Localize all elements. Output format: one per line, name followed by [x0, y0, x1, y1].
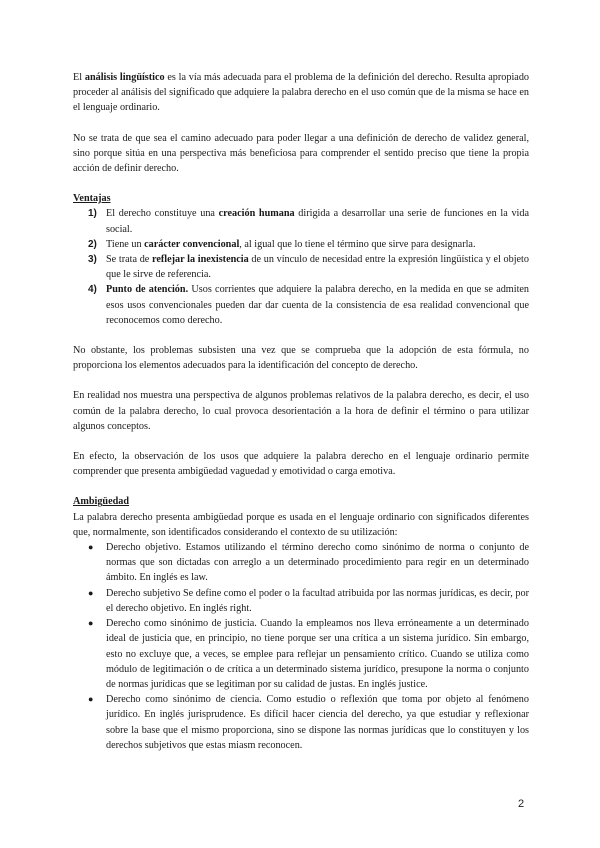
paragraph-5: En efecto, la observación de los usos que adquiere la palabra derecho en el lenguaje ordinario permite comprender que presenta ambigüedad vaguedad y emotividad o carga emotiva.	[73, 451, 529, 478]
ventajas-list	[73, 206, 529, 328]
page-number: 2	[518, 798, 525, 810]
ambiguedad-list	[73, 540, 529, 753]
bold-term: análisis lingüístico	[84, 72, 165, 83]
list-item: ● Derecho subjetivo Se define como el poder o la facultad atribuida por las normas jurídicas, es decir, por el derecho objetivo. En inglés right.	[88, 587, 529, 614]
heading-ventajas: Ventajas	[73, 193, 111, 205]
paragraph-3: No obstante, los problemas subsisten una vez que se comprueba que la adopción de esta fórmula, no proporciona los elementos adecuados para la identificación del concepto de derecho.	[73, 345, 529, 372]
list-item: 1) El derecho constituye una creación humana dirigida a desarrollar una serie de funciones en la vida social.	[88, 208, 529, 235]
bullet-icon: ●	[88, 618, 94, 629]
list-item: ● Derecho como sinónimo de ciencia. Como estudio o reflexión que toma por objeto al fenómeno jurídico. En inglés jurisprudence. Es difícil hacer ciencia del derecho, ya que estudiar y reflexionar sobre la base que el mismo proporciona, sino se dispone las normas jurídicas que lo constituyen y los derechos subjetivos que estas miasm reconocen.	[88, 694, 529, 751]
list-item: ● Derecho objetivo. Estamos utilizando el término derecho como sinónimo de norma o conjunto de normas que son dictadas con arreglo a un determinado procedimiento para regir en un determinado ámbito. En inglés es law.	[88, 542, 529, 584]
list-item: 3) Se trata de reflejar la inexistencia de un vínculo de necesidad entre la expresión lingüística y el objeto que le sirve de referencia.	[88, 254, 529, 281]
bullet-icon: ●	[88, 694, 94, 705]
heading-ambiguedad: Ambigüedad	[73, 496, 130, 508]
document-page	[73, 70, 529, 753]
bullet-icon: ●	[88, 542, 94, 553]
bullet-icon: ●	[88, 587, 94, 598]
paragraph-2: No se trata de que sea el camino adecuado para poder llegar a una definición de derecho de validez general, sino porque sitúa en una perspectiva más beneficiosa para comprender el sentido preciso que tiene la propia acción de definir derecho.	[73, 132, 529, 175]
list-item: 2) Tiene un carácter convencional, al igual que lo tiene el término que sirve para designarla.	[88, 238, 476, 250]
list-item: ● Derecho como sinónimo de justicia. Cuando la empleamos nos lleva erróneamente a un determinado ideal de justicia que, en principio, no tiene porque ser una crítica a un sistema jurídico. Sin embargo, esto no excluye que, a veces, se emplee para reflejar un pensamiento crítico. Cuando se utiliza como módulo de legitimación o de crítica a un determinado sistema jurídico, presupone la norma o conjunto de normas jurídicas que se legitiman por su calidad de justas. En inglés justice.	[88, 618, 529, 690]
ambiguedad-intro: La palabra derecho presenta ambigüedad porque es usada en el lenguaje ordinario con significados diferentes que, normalmente, son identificados considerando el contexto de su utilización:	[73, 511, 529, 538]
intro-paragraph: El análisis lingüístico es la vía más adecuada para el problema de la definición del derecho. Resulta apropiado proceder al análisis del significado que adquiere la palabra derecho en el uso común que de la misma se hace en el lenguaje ordinario.	[73, 72, 530, 114]
paragraph-4: En realidad nos muestra una perspectiva de algunos problemas relativos de la palabra derecho, es decir, el uso común de la palabra derecho, lo cual provoca desorientación a la hora de definir el término o para utilizar algunos conceptos.	[73, 390, 529, 432]
list-item: 4) Punto de atención. Usos corrientes que adquiere la palabra derecho, en la medida en que se admiten esos usos convencionales pueden dar dar cuenta de la consistencia de esa realidad convencional que reconocemos como derecho.	[88, 284, 530, 326]
